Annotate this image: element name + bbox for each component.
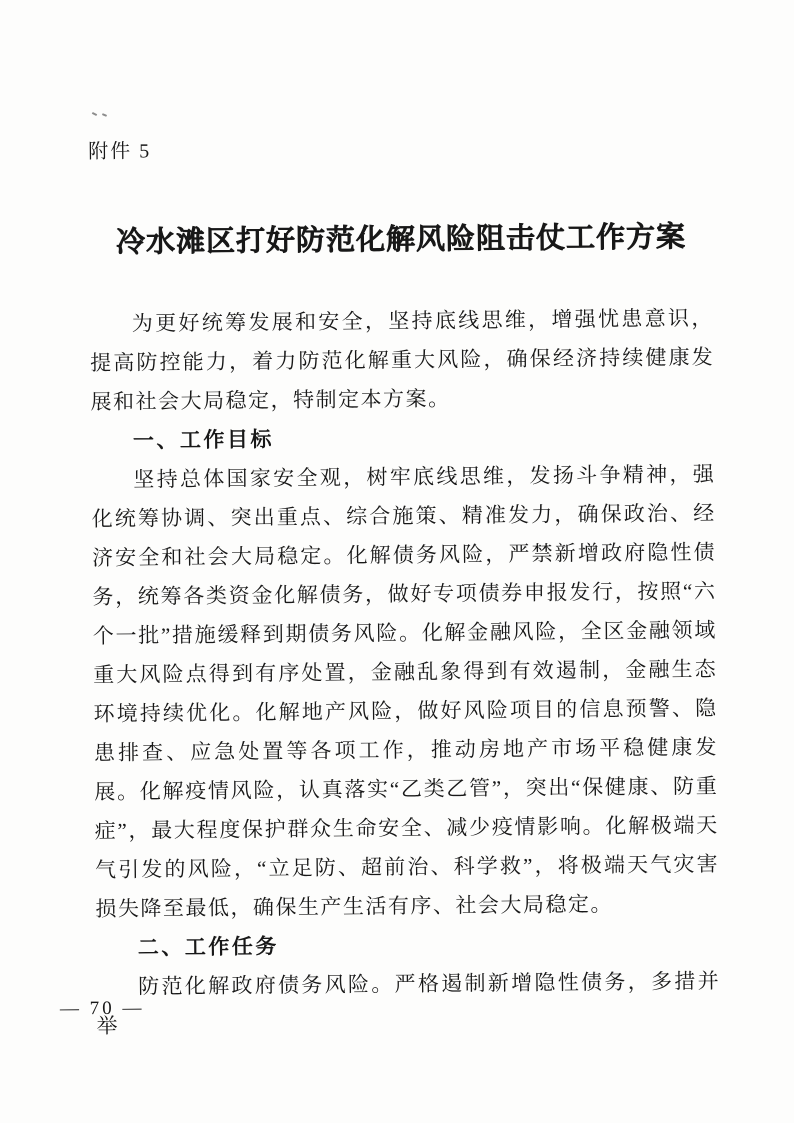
document-body [88, 129, 721, 1046]
scan-noise-mark [92, 112, 97, 116]
paragraph-goals: 坚持总体国家安全观，树牢底线思维，发扬斗争精神，强化统筹协调、突出重点、综合施策、精准发力，确保政治、经济安全和社会大局稳定。化解债务风险，严禁新增政府隐性债务，统筹各类资金化解债务，做好专项债券申报发行，按照“六个一批”措施缓释到期债务风险。化解金融风险，全区金融领域重大风险点得到有序处置，金融乱象得到有效遏制，金融生态环境持续优化。化解地产风险，做好风险项目的信息预警、隐患排查、应急处置等各项工作，推动房地产市场平稳健康发展。化解疫情风险，认真落实“乙类乙管”，突出“保健康、防重症”，最大程度保护群众生命安全、减少疫情影响。化解极端天气引发的风险，“立足防、超前治、科学救”，将极端天气灾害损失降至最低，确保生产生活有序、社会大局稳定。 [91, 461, 720, 921]
section-heading-2: 二、工作任务 [137, 935, 279, 960]
scan-noise-mark [102, 113, 107, 117]
paragraph-tasks: 防范化解政府债务风险。严格遏制新增隐性债务，多措并举 [96, 968, 721, 1038]
document-text [90, 299, 721, 1046]
paragraph-intro: 为更好统筹发展和安全，坚持底线思维，增强忧患意识，提高防控能力，着力防范化解重大风险，确保经济持续健康发展和社会大局稳定，特制定本方案。 [90, 305, 715, 414]
section-heading-1: 一、工作目标 [132, 428, 275, 453]
page-number: — 70 — [59, 997, 145, 1020]
document-title: 冷水滩区打好防范化解风险阻击仗工作方案 [115, 221, 687, 259]
attachment-label: 附件 5 [88, 140, 152, 163]
